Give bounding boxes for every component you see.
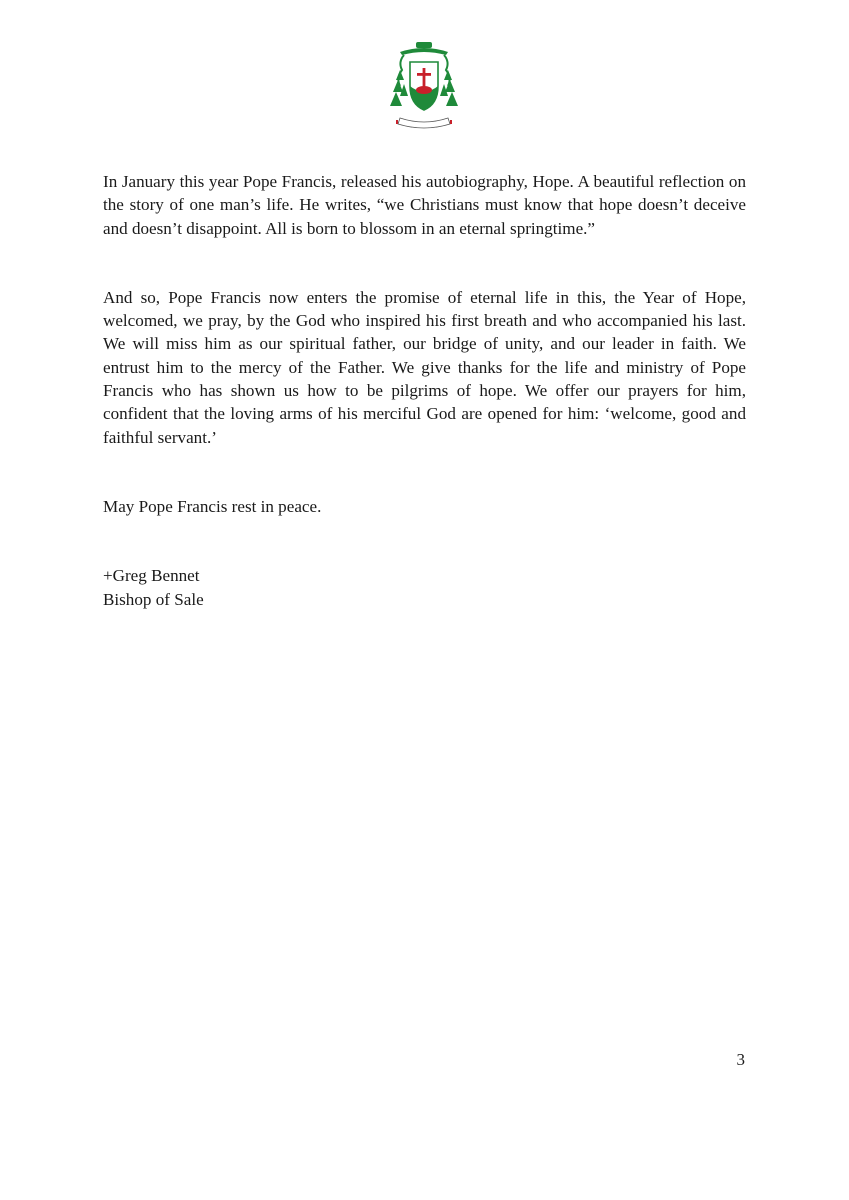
letter-body bbox=[103, 170, 746, 611]
signature-block bbox=[103, 564, 746, 611]
paragraph-hope-autobiography: In January this year Pope Francis, released his autobiography, Hope. A beautiful reflection on the story of one man’s life. He writes, “we Christians must know that hope doesn’t deceive and doesn’t disappoint. All is born to blossom in an eternal springtime.” bbox=[103, 172, 746, 238]
coat-of-arms-icon bbox=[386, 40, 462, 132]
signatory-title: Bishop of Sale bbox=[103, 589, 204, 609]
paragraph-eternal-life: And so, Pope Francis now enters the promise of eternal life in this, the Year of Hope, welcomed, we pray, by the God who inspired his first breath and who accompanied his last. We will miss him as our spiritual father, our bridge of unity, and our leader in faith. We entrust him to the mercy of the Father. We give thanks for the life and ministry of Pope Francis who has shown us how to be pilgrims of hope. We offer our prayers for him, confident that the loving arms of his merciful God are opened for him: ‘welcome, good and faithful servant.’ bbox=[103, 287, 746, 447]
page-number: 3 bbox=[736, 1050, 745, 1069]
signatory-name: +Greg Bennet bbox=[103, 566, 200, 586]
paragraph-rest-in-peace: May Pope Francis rest in peace. bbox=[103, 496, 322, 516]
